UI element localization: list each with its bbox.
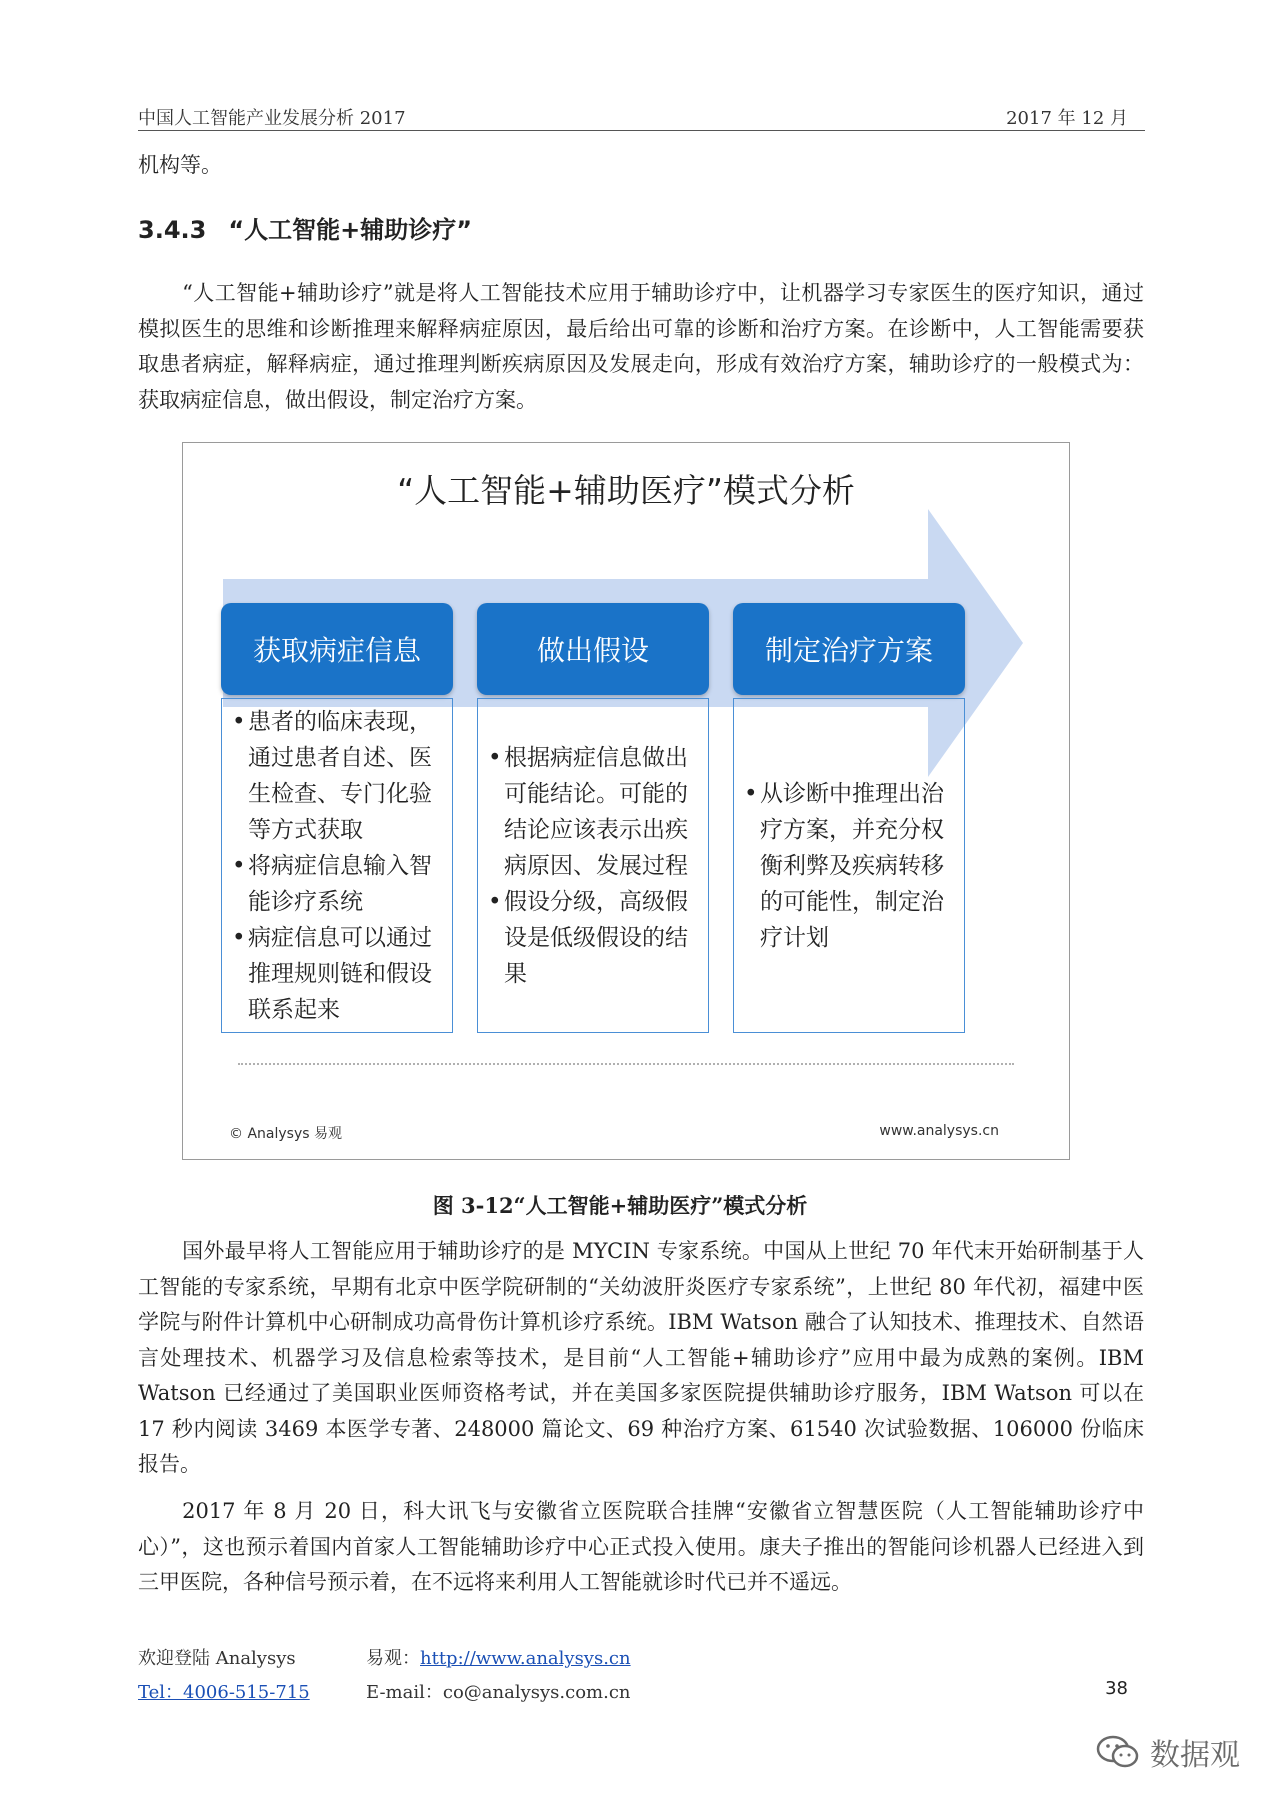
header-divider (138, 130, 1145, 131)
paragraph-history: 国外最早将人工智能应用于辅助诊疗的是 MYCIN 专家系统。中国从上世纪 70 年代末开始研制基于人工智能的专家系统，早期有北京中医学院研制的“关幼波肝炎医疗专家系统”，上世纪 80 年代初，福建中医学院与附件计算机中心研制成功高骨伤计算机诊疗系统。IBM Watson 融合了认知技术、推理技术、自然语言处理技术、机器学习及信息检索等技术，是目前“人工智能+辅助诊疗”应用中最为成熟的案例。IBM Watson 已经通过了美国职业医师资格考试，并在美国多家医院提供辅助诊疗服务，IBM Watson 可以在 17 秒内阅读 3469 本医学专著、248000 篇论文、69 种治疗方案、61540 次试验数据、106000 份临床报告。 (138, 1239, 1144, 1476)
column-body-hypothesis (477, 698, 709, 1033)
footer-email: E-mail：co@analysys.com.cn (366, 1682, 631, 1703)
page-number: 38 (1105, 1678, 1128, 1699)
bullet-item: • 根据病症信息做出可能结论。可能的结论应该表示出疾病原因、发展过程 (488, 740, 700, 884)
footer-tel (138, 1678, 310, 1704)
column-body-treatment (733, 698, 965, 1033)
bullet-item: • 患者的临床表现，通过患者自述、医生检查、专门化验等方式获取 (232, 704, 444, 848)
column-body-symptoms (221, 698, 453, 1033)
wechat-icon (1096, 1734, 1140, 1770)
header-title: 中国人工智能产业发展分析 2017 (138, 108, 406, 129)
footer-welcome: 欢迎登陆 Analysys (138, 1648, 296, 1669)
figure-caption: 图 3-12“人工智能+辅助医疗”模式分析 (432, 1193, 808, 1218)
section-number: 3.4.3 (138, 216, 207, 244)
header-date: 2017 年 12 月 (1006, 108, 1128, 129)
footer-tel-link[interactable]: Tel：4006-515-715 (138, 1682, 310, 1703)
figure-source-right: www.analysys.cn (879, 1123, 999, 1139)
bullet-item: • 病症信息可以通过推理规则链和假设联系起来 (232, 920, 444, 1028)
bullet-item: • 将病症信息输入智能诊疗系统 (232, 848, 444, 920)
watermark-text: 数据观 (1150, 1738, 1240, 1773)
bullet-item: • 从诊断中推理出治疗方案，并充分权衡利弊及疾病转移的可能性，制定治疗计划 (744, 776, 956, 956)
section-heading (138, 210, 472, 245)
section-title: “人工智能+辅助诊疗” (228, 216, 472, 244)
footer-site-link[interactable]: http://www.analysys.cn (420, 1648, 631, 1669)
paragraph-iflytek: 2017 年 8 月 20 日，科大讯飞与安徽省立医院联合挂牌“安徽省立智慧医院（人工智能辅助诊疗中心）”，这也预示着国内首家人工智能辅助诊疗中心正式投入使用。康夫子推出的智能问诊机器人已经进入到三甲医院，各种信号预示着，在不远将来利用人工智能就诊时代已并不遥远。 (138, 1499, 1144, 1594)
intro-tail: 机构等。 (138, 153, 222, 177)
bullet-item: • 假设分级，高级假设是低级假设的结果 (488, 884, 700, 992)
footer-site-label: 易观： (366, 1648, 420, 1669)
figure-mode-analysis (182, 442, 1070, 1160)
column-heading-hypothesis: 做出假设 (477, 603, 709, 695)
paragraph-intro: “人工智能+辅助诊疗”就是将人工智能技术应用于辅助诊疗中，让机器学习专家医生的医疗知识，通过模拟医生的思维和诊断推理来解释病症原因，最后给出可靠的诊断和治疗方案。在诊断中，人工智能需要获取患者病症，解释病症，通过推理判断疾病原因及发展走向，形成有效治疗方案，辅助诊疗的一般模式为：获取病症信息，做出假设，制定治疗方案。 (138, 281, 1144, 412)
figure-title: “人工智能+辅助医疗”模式分析 (397, 471, 855, 510)
column-heading-treatment: 制定治疗方案 (733, 603, 965, 695)
footer-site (366, 1644, 631, 1670)
figure-source-left: © Analysys 易观 (229, 1126, 342, 1142)
column-heading-symptoms: 获取病症信息 (221, 603, 453, 695)
figure-dotted-divider (238, 1063, 1014, 1065)
wechat-watermark (1096, 1730, 1240, 1774)
